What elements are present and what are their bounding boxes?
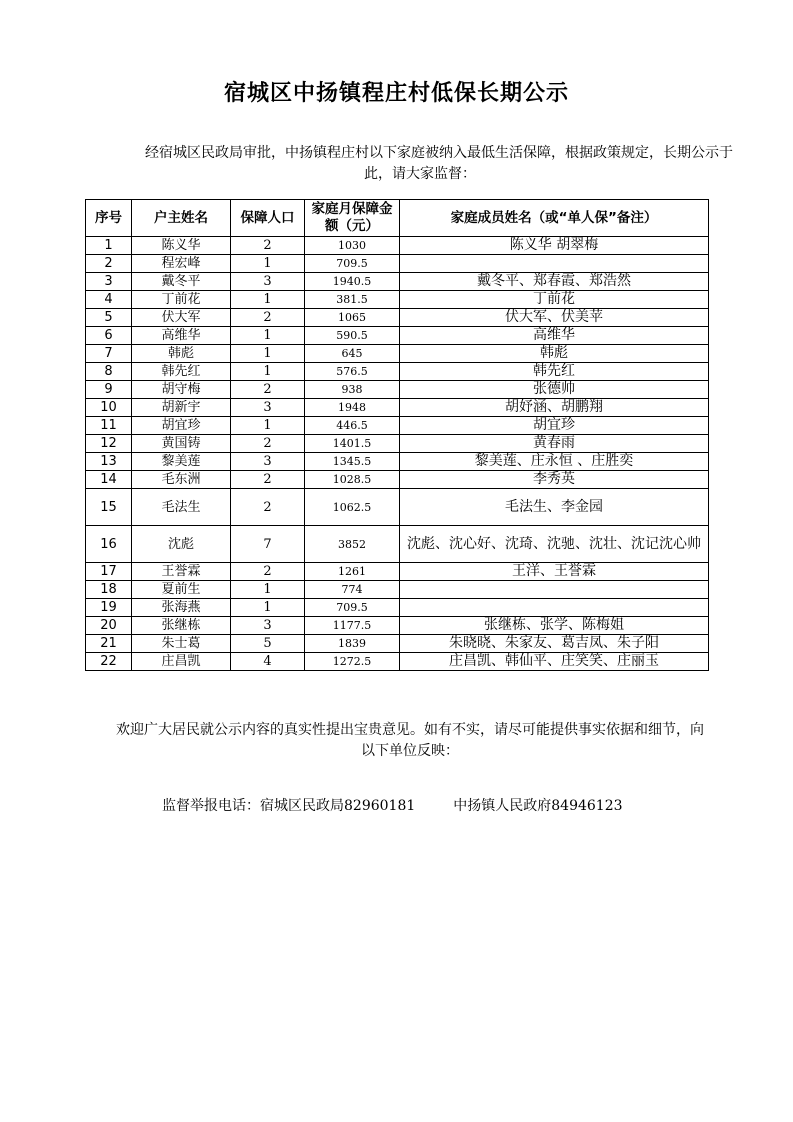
- row-population: 2: [231, 237, 305, 255]
- table-row: [86, 453, 709, 471]
- row-head-name: 沈彪: [132, 526, 231, 563]
- table-row: [86, 273, 709, 291]
- row-seq: 10: [86, 399, 132, 417]
- row-head-name: 黎美莲: [132, 453, 231, 471]
- row-seq: 21: [86, 635, 132, 653]
- footer-paragraph: 欢迎广大居民就公示内容的真实性提出宝贵意见。如有不实，请尽可能提供事实依据和细节，向以下单位反映：: [116, 722, 704, 759]
- table-row: [86, 255, 709, 273]
- row-head-name: 程宏峰: [132, 255, 231, 273]
- row-amount: 1839: [305, 635, 400, 653]
- row-members: 庄昌凯、韩仙平、庄笑笑、庄丽玉: [400, 653, 709, 671]
- row-seq: 2: [86, 255, 132, 273]
- row-population: 1: [231, 327, 305, 345]
- row-head-name: 丁前花: [132, 291, 231, 309]
- table-row: [86, 653, 709, 671]
- row-population: 3: [231, 399, 305, 417]
- header-population: 保障人口: [231, 200, 305, 237]
- row-seq: 14: [86, 471, 132, 489]
- table-row: [86, 526, 709, 563]
- row-amount: 1177.5: [305, 617, 400, 635]
- row-members: 沈彪、沈心好、沈琦、沈驰、沈壮、沈记沈心帅: [400, 526, 709, 563]
- table-row: [86, 417, 709, 435]
- row-seq: 11: [86, 417, 132, 435]
- table-header-row: [86, 200, 709, 237]
- row-seq: 22: [86, 653, 132, 671]
- row-members: [400, 581, 709, 599]
- row-amount: 1401.5: [305, 435, 400, 453]
- row-amount: 3852: [305, 526, 400, 563]
- row-head-name: 黄国铸: [132, 435, 231, 453]
- row-population: 1: [231, 255, 305, 273]
- row-amount: 590.5: [305, 327, 400, 345]
- hotline-line: [162, 795, 623, 815]
- row-members: [400, 255, 709, 273]
- table-row: [86, 471, 709, 489]
- row-members: 丁前花: [400, 291, 709, 309]
- table-row: [86, 599, 709, 617]
- table-row: [86, 345, 709, 363]
- table-row: [86, 399, 709, 417]
- row-amount: 1028.5: [305, 471, 400, 489]
- table-body: [86, 237, 709, 671]
- page-title: 宿城区中扬镇程庄村低保长期公示: [223, 81, 569, 106]
- row-population: 3: [231, 617, 305, 635]
- row-members: 毛法生、李金园: [400, 489, 709, 526]
- header-seq: 序号: [86, 200, 132, 237]
- row-population: 3: [231, 453, 305, 471]
- row-seq: 7: [86, 345, 132, 363]
- table-row: [86, 309, 709, 327]
- row-amount: 576.5: [305, 363, 400, 381]
- row-head-name: 胡新宇: [132, 399, 231, 417]
- row-population: 7: [231, 526, 305, 563]
- row-head-name: 胡守梅: [132, 381, 231, 399]
- row-members: 胡妤涵、胡鹏翔: [400, 399, 709, 417]
- row-members: 黄春雨: [400, 435, 709, 453]
- row-head-name: 韩先红: [132, 363, 231, 381]
- row-seq: 13: [86, 453, 132, 471]
- row-head-name: 张继栋: [132, 617, 231, 635]
- row-head-name: 夏前生: [132, 581, 231, 599]
- row-amount: 1345.5: [305, 453, 400, 471]
- row-members: 张德帅: [400, 381, 709, 399]
- header-members: 家庭成员姓名（或“单人保”备注）: [400, 200, 709, 237]
- row-head-name: 伏大军: [132, 309, 231, 327]
- row-amount: 645: [305, 345, 400, 363]
- row-population: 2: [231, 435, 305, 453]
- hotline-town-government: 中扬镇人民政府84946123: [453, 798, 623, 814]
- row-members: 李秀英: [400, 471, 709, 489]
- row-head-name: 毛法生: [132, 489, 231, 526]
- row-amount: 446.5: [305, 417, 400, 435]
- row-seq: 8: [86, 363, 132, 381]
- intro-paragraph: 经宿城区民政局审批，中扬镇程庄村以下家庭被纳入最低生活保障，根据政策规定，长期公示于此，请大家监督：: [145, 145, 733, 182]
- hotline-civil-affairs: 监督举报电话：宿城区民政局82960181: [162, 798, 416, 814]
- row-head-name: 胡宜珍: [132, 417, 231, 435]
- row-population: 2: [231, 489, 305, 526]
- row-amount: 1940.5: [305, 273, 400, 291]
- row-members: 伏大军、伏美苹: [400, 309, 709, 327]
- row-amount: 1062.5: [305, 489, 400, 526]
- row-seq: 4: [86, 291, 132, 309]
- subsidy-table: [85, 199, 709, 671]
- row-members: 胡宜珍: [400, 417, 709, 435]
- header-head-name: 户主姓名: [132, 200, 231, 237]
- row-members: 张继栋、张学、陈梅姐: [400, 617, 709, 635]
- table-row: [86, 327, 709, 345]
- table-row: [86, 237, 709, 255]
- row-population: 4: [231, 653, 305, 671]
- header-amount: 家庭月保障金额（元）: [305, 200, 400, 237]
- table-row: [86, 563, 709, 581]
- row-head-name: 陈义华: [132, 237, 231, 255]
- row-head-name: 高维华: [132, 327, 231, 345]
- row-population: 2: [231, 563, 305, 581]
- row-head-name: 韩彪: [132, 345, 231, 363]
- row-population: 1: [231, 291, 305, 309]
- row-seq: 17: [86, 563, 132, 581]
- row-members: 韩先红: [400, 363, 709, 381]
- row-head-name: 王誉霖: [132, 563, 231, 581]
- row-seq: 9: [86, 381, 132, 399]
- row-population: 5: [231, 635, 305, 653]
- row-amount: 1030: [305, 237, 400, 255]
- row-seq: 15: [86, 489, 132, 526]
- row-members: 王洋、王誉霖: [400, 563, 709, 581]
- row-members: 戴冬平、郑春霞、郑浩然: [400, 273, 709, 291]
- table-row: [86, 489, 709, 526]
- row-seq: 19: [86, 599, 132, 617]
- row-amount: 1948: [305, 399, 400, 417]
- row-amount: 381.5: [305, 291, 400, 309]
- row-members: 黎美莲、庄永恒 、庄胜奕: [400, 453, 709, 471]
- row-population: 3: [231, 273, 305, 291]
- row-seq: 16: [86, 526, 132, 563]
- table-row: [86, 581, 709, 599]
- row-population: 2: [231, 471, 305, 489]
- row-amount: 774: [305, 581, 400, 599]
- row-amount: 709.5: [305, 599, 400, 617]
- row-population: 1: [231, 599, 305, 617]
- row-amount: 1272.5: [305, 653, 400, 671]
- row-seq: 5: [86, 309, 132, 327]
- table-row: [86, 635, 709, 653]
- row-head-name: 庄昌凯: [132, 653, 231, 671]
- row-population: 1: [231, 363, 305, 381]
- row-seq: 6: [86, 327, 132, 345]
- table-row: [86, 291, 709, 309]
- table-row: [86, 617, 709, 635]
- row-members: 韩彪: [400, 345, 709, 363]
- row-amount: 1065: [305, 309, 400, 327]
- row-seq: 20: [86, 617, 132, 635]
- row-population: 1: [231, 417, 305, 435]
- row-amount: 709.5: [305, 255, 400, 273]
- row-seq: 18: [86, 581, 132, 599]
- row-members: 高维华: [400, 327, 709, 345]
- row-seq: 3: [86, 273, 132, 291]
- row-population: 1: [231, 581, 305, 599]
- row-population: 2: [231, 381, 305, 399]
- row-amount: 938: [305, 381, 400, 399]
- table-row: [86, 435, 709, 453]
- row-population: 2: [231, 309, 305, 327]
- row-members: [400, 599, 709, 617]
- row-head-name: 张海燕: [132, 599, 231, 617]
- row-population: 1: [231, 345, 305, 363]
- row-members: 陈义华 胡翠梅: [400, 237, 709, 255]
- row-head-name: 毛东洲: [132, 471, 231, 489]
- row-head-name: 戴冬平: [132, 273, 231, 291]
- table-row: [86, 363, 709, 381]
- table-row: [86, 381, 709, 399]
- row-amount: 1261: [305, 563, 400, 581]
- row-members: 朱晓晓、朱家友、葛吉凤、朱子阳: [400, 635, 709, 653]
- row-head-name: 朱士葛: [132, 635, 231, 653]
- row-seq: 12: [86, 435, 132, 453]
- row-seq: 1: [86, 237, 132, 255]
